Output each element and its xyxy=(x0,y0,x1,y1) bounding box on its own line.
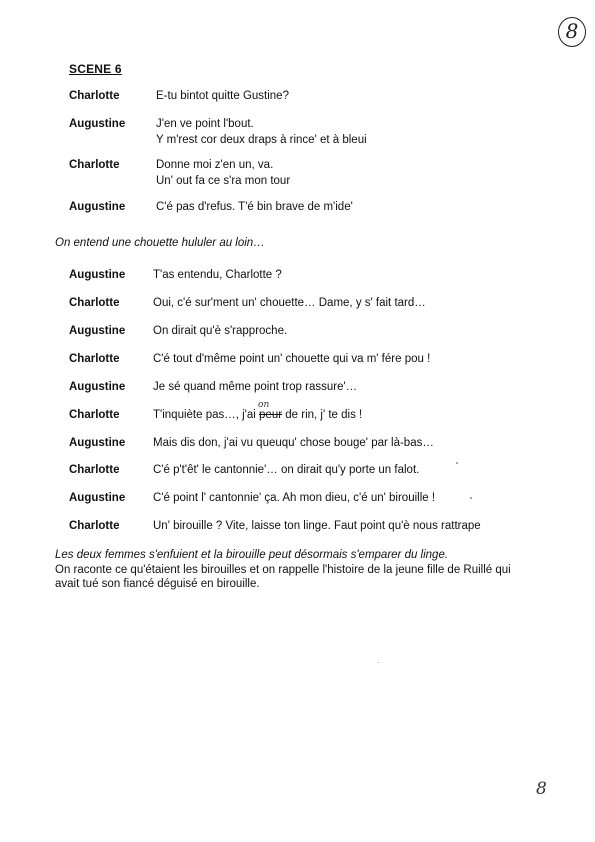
dialogue-line: Un' out fa ce s'ra mon tour xyxy=(156,175,291,187)
scan-speck xyxy=(470,497,472,499)
closing-stage-direction: Les deux femmes s'enfuient et la birouille peut désormais s'emparer du linge. xyxy=(55,549,449,561)
dialogue-line: Un' birouille ? Vite, laisse ton linge. Faut point qu'è nous rattrape xyxy=(153,520,481,532)
dialogue-line: C'é pas d'refus. T'é bin brave de m'ide' xyxy=(156,201,353,213)
circled-page-marker: 8 xyxy=(558,17,586,47)
dialogue-line: C'é point l' cantonnie' ça. Ah mon dieu, c'é un' birouille ! xyxy=(153,492,436,504)
dialogue-line: E-tu bintot quitte Gustine? xyxy=(156,90,289,102)
speaker-name: Augustine xyxy=(69,118,126,130)
scan-speck xyxy=(378,662,379,663)
scan-speck xyxy=(456,462,458,464)
dialogue-line: Donne moi z'en un, va. xyxy=(156,159,274,171)
speaker-name: Augustine xyxy=(69,201,126,213)
handwritten-page-number: 8 xyxy=(536,779,547,799)
speaker-name: Augustine xyxy=(69,381,126,393)
speaker-name: Charlotte xyxy=(69,520,120,532)
dialogue-line: J'en ve point l'bout. xyxy=(156,118,254,130)
line-text: de rin, j' te dis ! xyxy=(282,409,363,421)
speaker-name: Charlotte xyxy=(69,464,120,476)
dialogue-line: T'as entendu, Charlotte ? xyxy=(153,269,282,281)
speaker-name: Charlotte xyxy=(69,90,120,102)
struck-word: peur xyxy=(259,409,283,421)
speaker-name: Augustine xyxy=(69,437,126,449)
dialogue-line: Mais dis don, j'ai vu queuqu' chose bouge' par là-bas… xyxy=(153,437,434,449)
handwritten-correction xyxy=(258,400,283,424)
dialogue-line: Y m'rest cor deux draps à rince' et à bleui xyxy=(156,134,367,146)
speaker-name: Charlotte xyxy=(69,297,120,309)
speaker-name: Augustine xyxy=(69,492,126,504)
dialogue-line: C'é tout d'même point un' chouette qui va m' fére pou ! xyxy=(153,353,431,365)
speaker-name: Charlotte xyxy=(69,409,120,421)
speaker-name: Augustine xyxy=(69,325,126,337)
dialogue-line-corrected xyxy=(153,400,363,424)
dialogue-line: On dirait qu'è s'rapproche. xyxy=(153,325,288,337)
dialogue-line: C'é p't'êt' le cantonnie'… on dirait qu'y porte un falot. xyxy=(153,464,420,476)
handwritten-insert: on xyxy=(258,400,270,410)
speaker-name: Charlotte xyxy=(69,159,120,171)
stage-direction: On entend une chouette hululer au loin… xyxy=(55,237,265,249)
dialogue-line: Je sé quand même point trop rassure'… xyxy=(153,381,358,393)
narration-line: On raconte ce qu'étaient les birouilles et on rappelle l'histoire de la jeune fille de Ruillé qui xyxy=(55,564,511,576)
narration-line: avait tué son fiancé déguisé en birouille. xyxy=(55,578,260,590)
scene-title: SCENE 6 xyxy=(69,62,122,76)
speaker-name: Charlotte xyxy=(69,353,120,365)
speaker-name: Augustine xyxy=(69,269,126,281)
line-text: T'inquiète pas…, j'ai xyxy=(153,409,260,421)
dialogue-line: Oui, c'é sur'ment un' chouette… Dame, y s' fait tard… xyxy=(153,297,426,309)
